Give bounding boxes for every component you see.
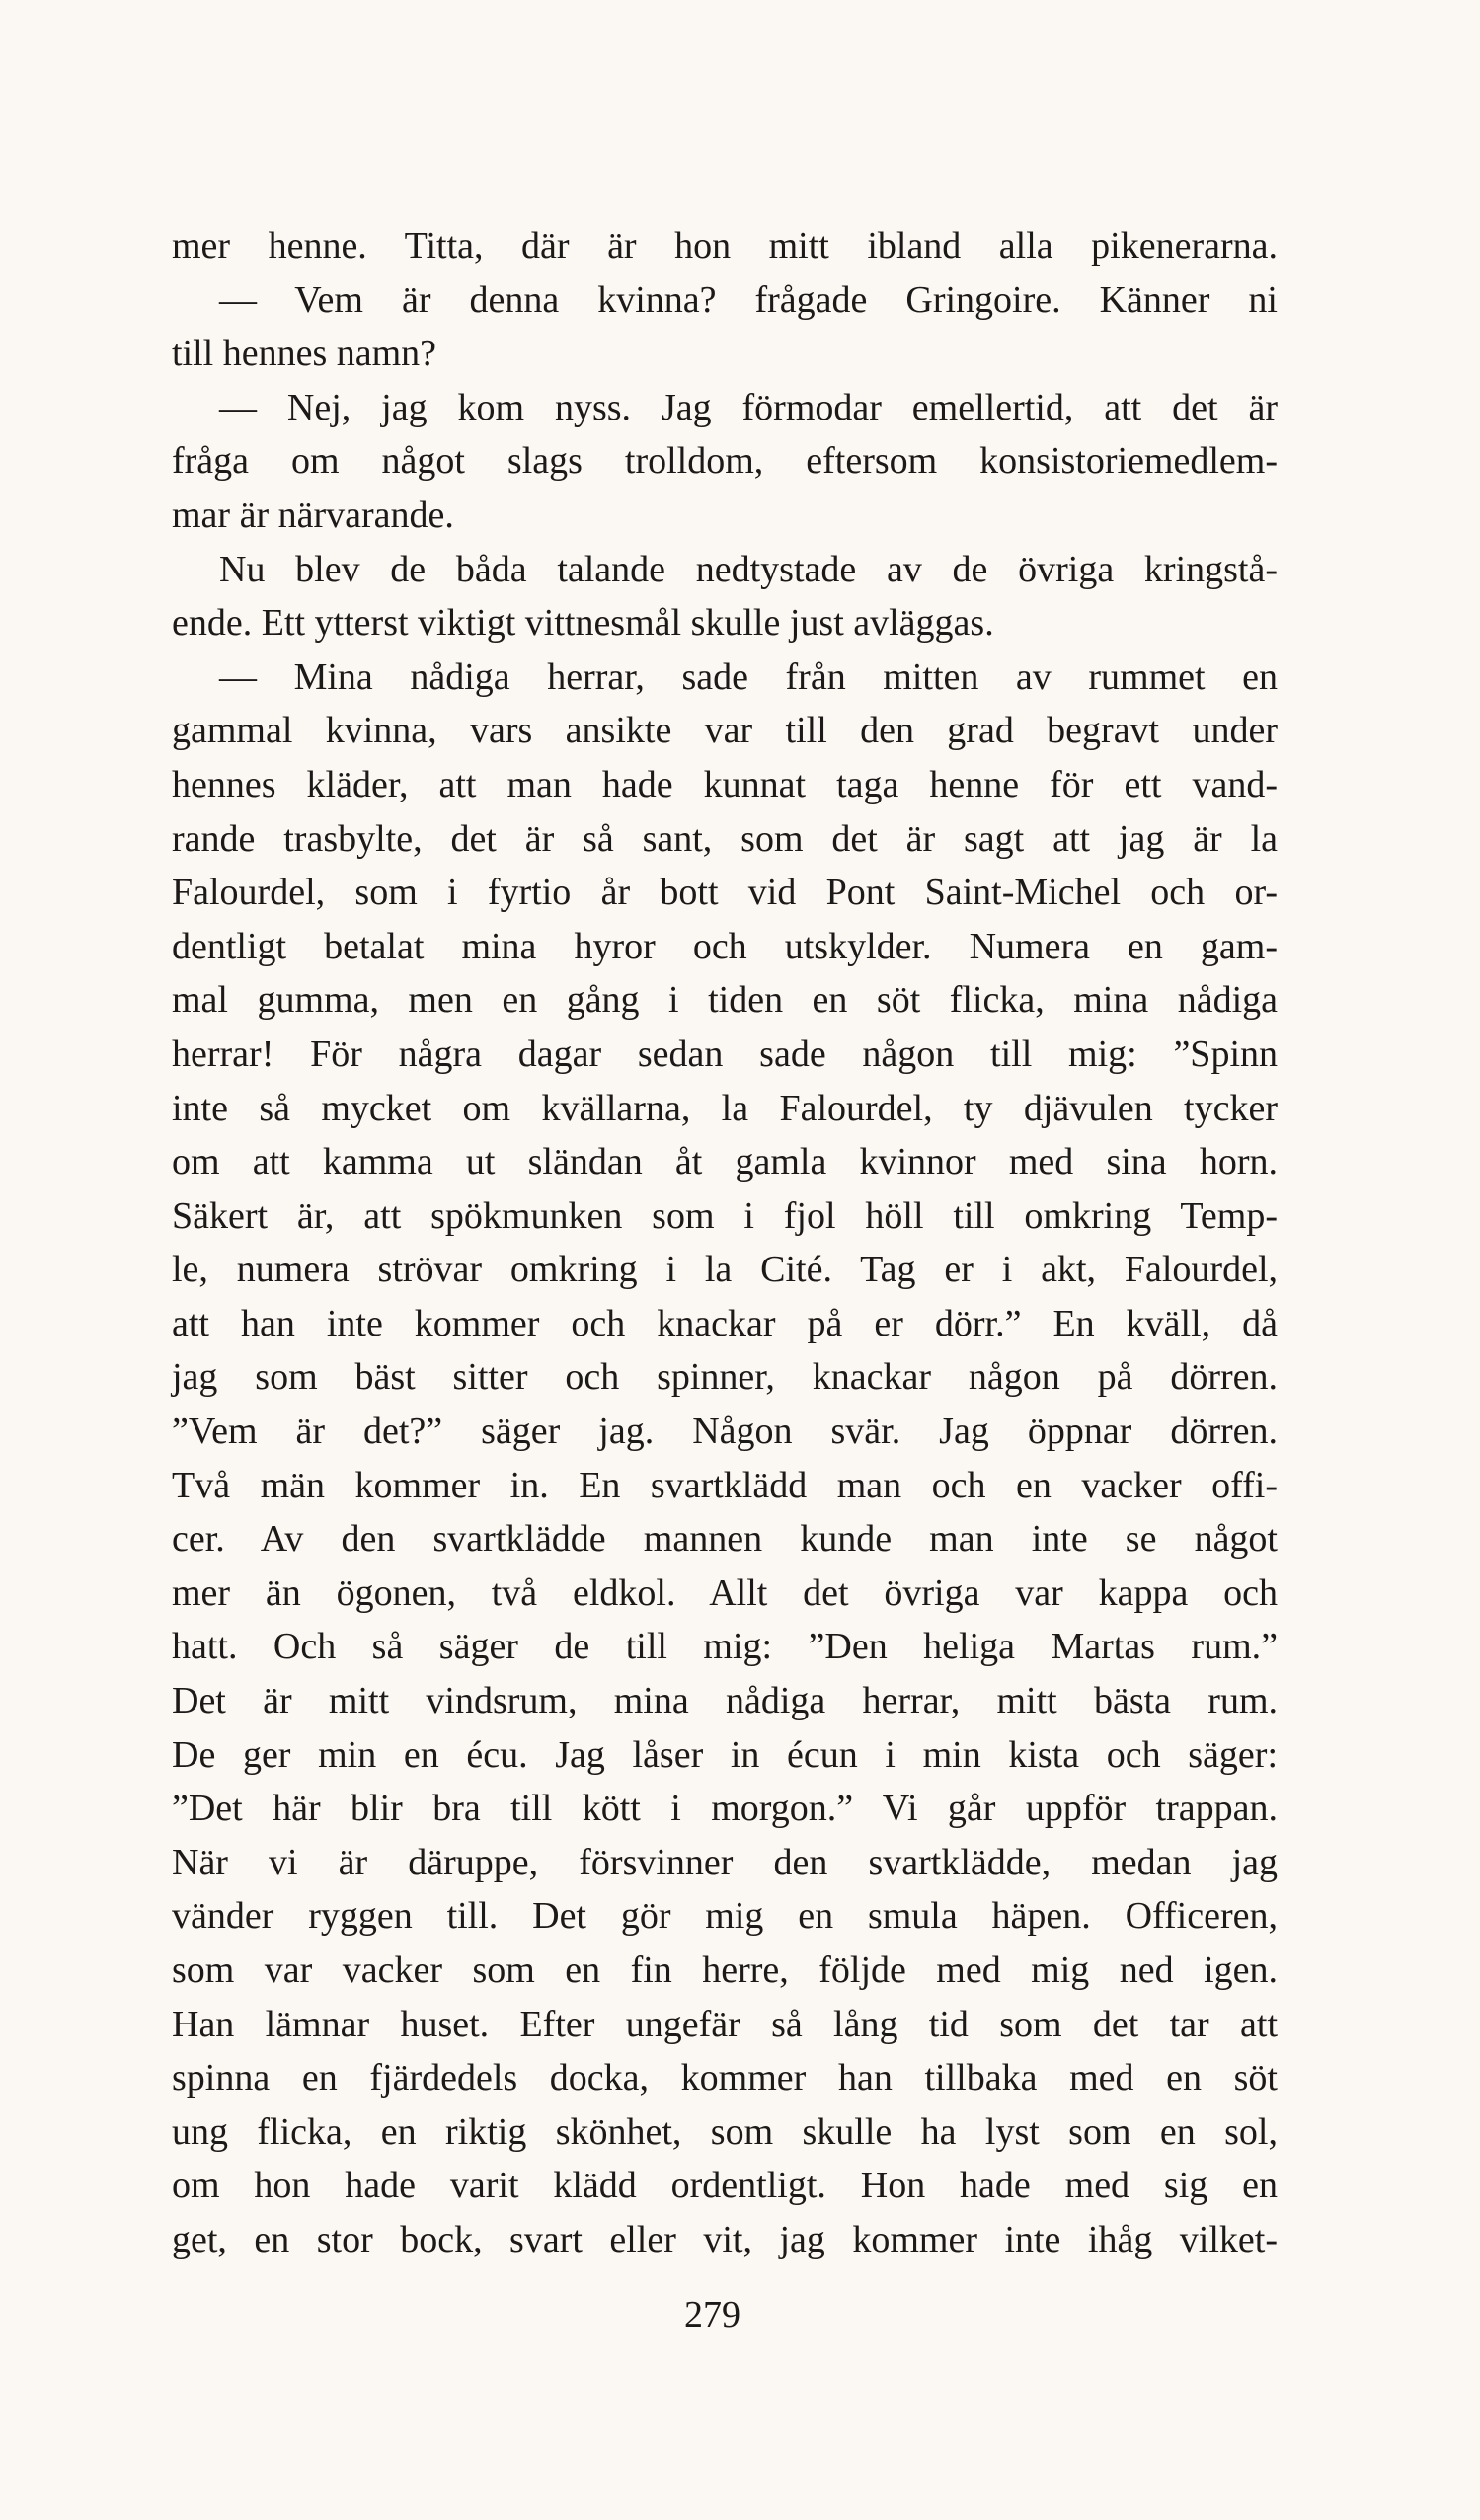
text-line: ”Vem är det?” säger jag. Någon svär. Jag öppnar dörren.	[172, 1411, 1278, 1453]
text-line: Han lämnar huset. Efter ungefär så lång tid som det tar att	[172, 2003, 1278, 2045]
text-line: ende. Ett ytterst viktigt vittnesmål skulle just avläggas.	[172, 602, 994, 645]
text-line: Två män kommer in. En svartklädd man och en vacker offi-	[172, 1464, 1278, 1506]
text-line: get, en stor bock, svart eller vit, jag kommer inte ihåg vilket-	[172, 2218, 1278, 2260]
text-line: fråga om något slags trolldom, eftersom konsistoriemedlem-	[172, 440, 1278, 483]
text-line: — Nej, jag kom nyss. Jag förmodar emellertid, att det är	[219, 386, 1278, 428]
text-line: ung flicka, en riktig skönhet, som skulle ha lyst som en sol,	[172, 2110, 1278, 2153]
text-line: inte så mycket om kvällarna, la Falourdel, ty djävulen tycker	[172, 1087, 1278, 1129]
text-line: mer än ögonen, två eldkol. Allt det övriga var kappa och	[172, 1571, 1278, 1614]
text-line: herrar! För några dagar sedan sade någon till mig: ”Spinn	[172, 1032, 1278, 1075]
text-line: mer henne. Titta, där är hon mitt ibland alla pikenerarna.	[172, 225, 1278, 267]
page-number: 279	[684, 2294, 740, 2335]
text-line: gammal kvinna, vars ansikte var till den grad begravt under	[172, 710, 1278, 752]
text-line: ”Det här blir bra till kött i morgon.” Vi går uppför trappan.	[172, 1788, 1278, 1830]
text-line: till hennes namn?	[172, 333, 437, 375]
text-line: som var vacker som en fin herre, följde med mig ned igen.	[172, 1949, 1278, 1991]
text-line: — Vem är denna kvinna? frågade Gringoire. Känner ni	[219, 278, 1278, 321]
text-line: — Mina nådiga herrar, sade från mitten av rummet en	[219, 655, 1278, 698]
text-line: om hon hade varit klädd ordentligt. Hon hade med sig en	[172, 2165, 1278, 2207]
body-text	[172, 219, 1278, 2267]
text-line: dentligt betalat mina hyror och utskylder. Numera en gam-	[172, 925, 1278, 967]
text-line: hennes kläder, att man hade kunnat taga henne för ett vand-	[172, 763, 1278, 805]
text-line: jag som bäst sitter och spinner, knackar någon på dörren.	[172, 1356, 1278, 1399]
text-line: De ger min en écu. Jag låser in écun i min kista och säger:	[172, 1733, 1278, 1776]
text-line: att han inte kommer och knackar på er dörr.” En kväll, då	[172, 1302, 1278, 1344]
text-line: mar är närvarande.	[172, 494, 454, 536]
text-line: Säkert är, att spökmunken som i fjol höll till omkring Temp-	[172, 1194, 1278, 1237]
text-line: hatt. Och så säger de till mig: ”Den heliga Martas rum.”	[172, 1626, 1278, 1668]
text-line: rande trasbylte, det är så sant, som det är sagt att jag är la	[172, 817, 1278, 860]
text-line: le, numera strövar omkring i la Cité. Tag er i akt, Falourdel,	[172, 1249, 1278, 1291]
text-line: Det är mitt vindsrum, mina nådiga herrar, mitt bästa rum.	[172, 1680, 1278, 1722]
text-line: Falourdel, som i fyrtio år bott vid Pont Saint-Michel och or-	[172, 872, 1278, 914]
text-line: om att kamma ut sländan åt gamla kvinnor med sina horn.	[172, 1141, 1278, 1184]
text-line: vänder ryggen till. Det gör mig en smula häpen. Officeren,	[172, 1895, 1278, 1938]
text-line: Nu blev de båda talande nedtystade av de övriga kringstå-	[219, 548, 1278, 590]
text-line: cer. Av den svartklädde mannen kunde man inte se något	[172, 1518, 1278, 1561]
text-line: När vi är däruppe, försvinner den svartklädde, medan jag	[172, 1841, 1278, 1883]
text-line: mal gumma, men en gång i tiden en söt flicka, mina nådiga	[172, 979, 1278, 1022]
text-line: spinna en fjärdedels docka, kommer han tillbaka med en söt	[172, 2057, 1278, 2100]
